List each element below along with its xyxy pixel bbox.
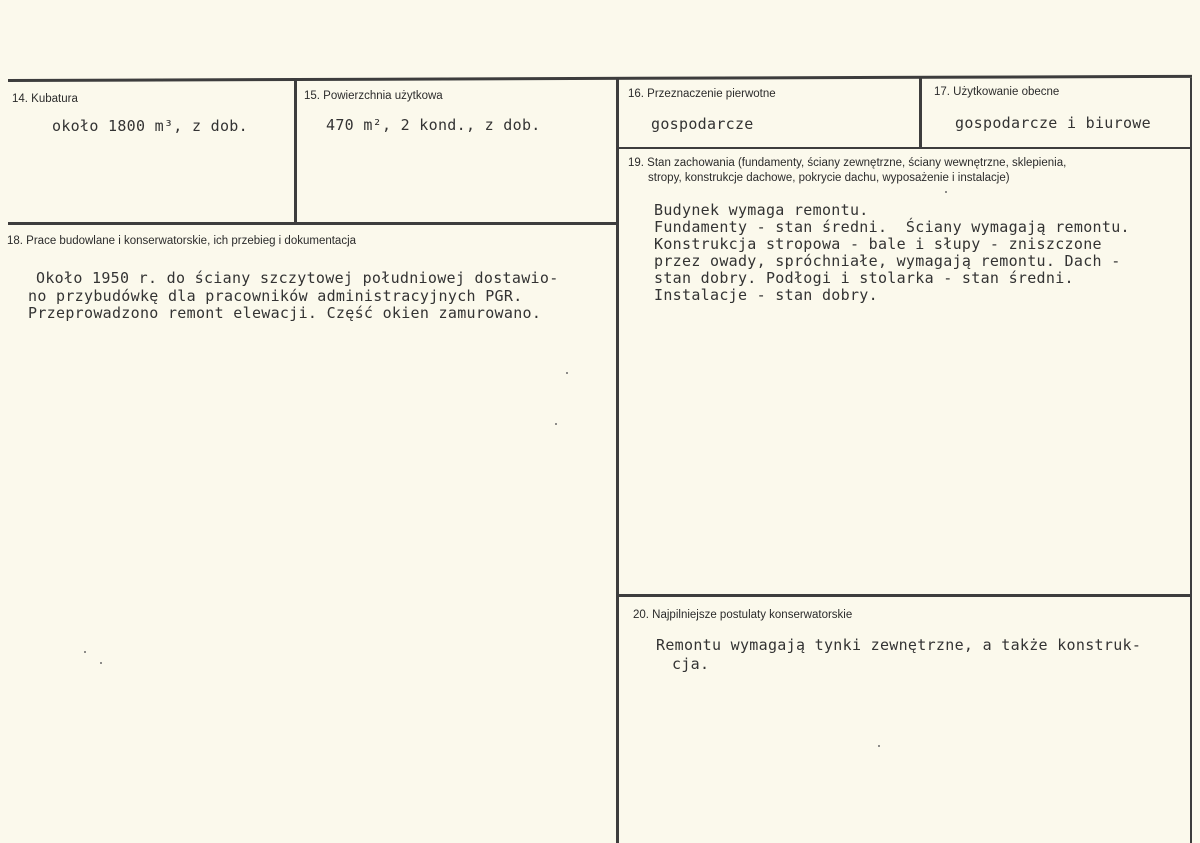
right-border-line (1190, 78, 1192, 843)
row-divider-left (8, 222, 618, 225)
field-18-label: 18. Prace budowlane i konserwatorskie, ich przebieg i dokumentacja (7, 235, 357, 247)
field-20-line-2: cja. (672, 655, 710, 673)
field-16-value: gospodarcze (651, 115, 754, 133)
paper-speck (878, 745, 880, 747)
field-19-line-2: Fundamenty - stan średni. Ściany wymagają remontu. (654, 218, 1130, 236)
field-20-label: 20. Najpilniejsze postulaty konserwatorskie (633, 609, 853, 621)
field-18-line-2: no przybudówkę dla pracowników administracyjnych PGR. (28, 287, 523, 305)
field-14-label: 14. Kubatura (12, 93, 78, 105)
field-19-label-line-2: stropy, konstrukcje dachowe, pokrycie dachu, wyposażenie i instalacje) (648, 172, 1010, 184)
field-18-line-3: Przeprowadzono remont elewacji. Część okien zamurowano. (28, 304, 542, 322)
field-20-line-1: Remontu wymagają tynki zewnętrzne, a także konstruk- (656, 636, 1142, 654)
field-19-line-5: stan dobry. Podłogi i stolarka - stan średni. (654, 269, 1074, 287)
col-divider-main (616, 79, 619, 843)
paper-speck (566, 372, 568, 374)
field-17-label: 17. Użytkowanie obecne (934, 86, 1060, 98)
field-19-line-1: Budynek wymaga remontu. (654, 201, 869, 219)
col-divider-14-15 (294, 80, 297, 223)
field-15-value: 470 m², 2 kond., z dob. (326, 116, 541, 134)
row-divider-right-top (618, 147, 1192, 149)
field-15-label: 15. Powierzchnia użytkowa (304, 90, 443, 102)
field-19-label-line-1: 19. Stan zachowania (fundamenty, ściany zewnętrzne, ściany wewnętrzne, sklepienia, (628, 157, 1067, 169)
paper-speck (100, 662, 102, 664)
field-19-line-4: przez owady, spróchniałe, wymagają remontu. Dach - (654, 252, 1121, 270)
field-19-line-6: Instalacje - stan dobry. (654, 286, 878, 304)
col-divider-16-17 (919, 78, 922, 148)
field-17-value: gospodarcze i biurowe (955, 114, 1151, 132)
paper-speck (555, 423, 557, 425)
field-18-line-1: Około 1950 r. do ściany szczytowej południowej dostawio- (36, 269, 559, 287)
row-divider-right-bottom (618, 594, 1192, 597)
top-border-line (8, 75, 1192, 82)
field-14-value: około 1800 m³, z dob. (52, 117, 248, 135)
paper-speck (945, 191, 947, 193)
field-16-label: 16. Przeznaczenie pierwotne (628, 88, 776, 100)
paper-speck (84, 651, 86, 653)
field-19-line-3: Konstrukcja stropowa - bale i słupy - zniszczone (654, 235, 1102, 253)
